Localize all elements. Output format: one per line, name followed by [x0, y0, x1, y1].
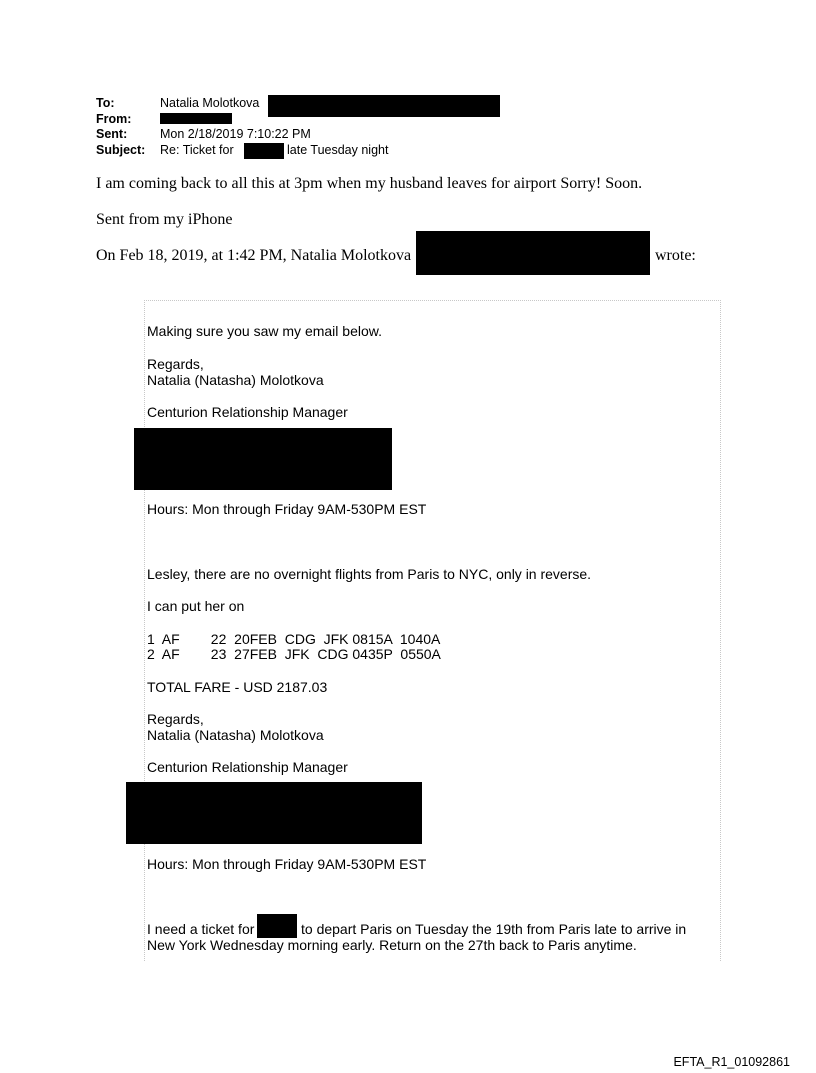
- quoted-hours-2: Hours: Mon through Friday 9AM-530PM EST: [147, 856, 427, 872]
- quoted-line-saw: Making sure you saw my email below.: [147, 323, 382, 339]
- subject-suffix: late Tuesday night: [287, 143, 389, 157]
- subject-label: Subject:: [96, 143, 146, 157]
- body-email-redaction: [416, 231, 650, 275]
- body-line-coming-back: I am coming back to all this at 3pm when my husband leaves for airport Sorry! Soon.: [96, 175, 643, 192]
- quoted-title-2: Centurion Relationship Manager: [147, 759, 348, 775]
- quoted-signature-redaction-2: [126, 782, 422, 844]
- quoted-hours: Hours: Mon through Friday 9AM-530PM EST: [147, 501, 427, 517]
- from-redaction: [160, 113, 232, 124]
- quoted-name-2: Natalia (Natasha) Molotkova: [147, 727, 324, 743]
- sent-value: Mon 2/18/2019 7:10:22 PM: [160, 127, 311, 141]
- quoted-total-fare: TOTAL FARE - USD 2187.03: [147, 679, 328, 695]
- quoted-put-her-on: I can put her on: [147, 598, 245, 614]
- flight-row-1: 1 AF 22 20FEB CDG JFK 0815A 1040A: [147, 631, 441, 647]
- quoted-no-flights: Lesley, there are no overnight flights from Paris to NYC, only in reverse.: [147, 566, 592, 582]
- quoted-need-ticket-line-2: New York Wednesday morning early. Return on the 27th back to Paris anytime.: [147, 937, 637, 953]
- quoted-need-ticket-suffix: to depart Paris on Tuesday the 19th from Paris late to arrive in: [301, 921, 687, 937]
- to-value: Natalia Molotkova: [160, 96, 260, 110]
- document-id: EFTA_R1_01092861: [673, 1055, 790, 1069]
- to-redaction: [268, 95, 500, 117]
- to-label: To:: [96, 96, 115, 110]
- sent-label: Sent:: [96, 127, 128, 141]
- quoted-need-ticket-prefix: I need a ticket for: [147, 921, 255, 937]
- quoted-signature-redaction: [134, 428, 392, 490]
- subject-prefix: Re: Ticket for: [160, 143, 234, 157]
- body-line-on-date-prefix: On Feb 18, 2019, at 1:42 PM, Natalia Molotkova: [96, 247, 412, 264]
- flight-row-2: 2 AF 23 27FEB JFK CDG 0435P 0550A: [147, 646, 441, 662]
- subject-redaction: [244, 143, 284, 159]
- quoted-name: Natalia (Natasha) Molotkova: [147, 372, 324, 388]
- body-line-wrote: wrote:: [655, 247, 696, 264]
- quoted-regards-2: Regards,: [147, 711, 204, 727]
- quoted-name-redaction: [257, 914, 297, 938]
- from-label: From:: [96, 112, 132, 126]
- body-line-sent-from: Sent from my iPhone: [96, 211, 233, 228]
- quoted-title: Centurion Relationship Manager: [147, 404, 348, 420]
- quoted-regards: Regards,: [147, 356, 204, 372]
